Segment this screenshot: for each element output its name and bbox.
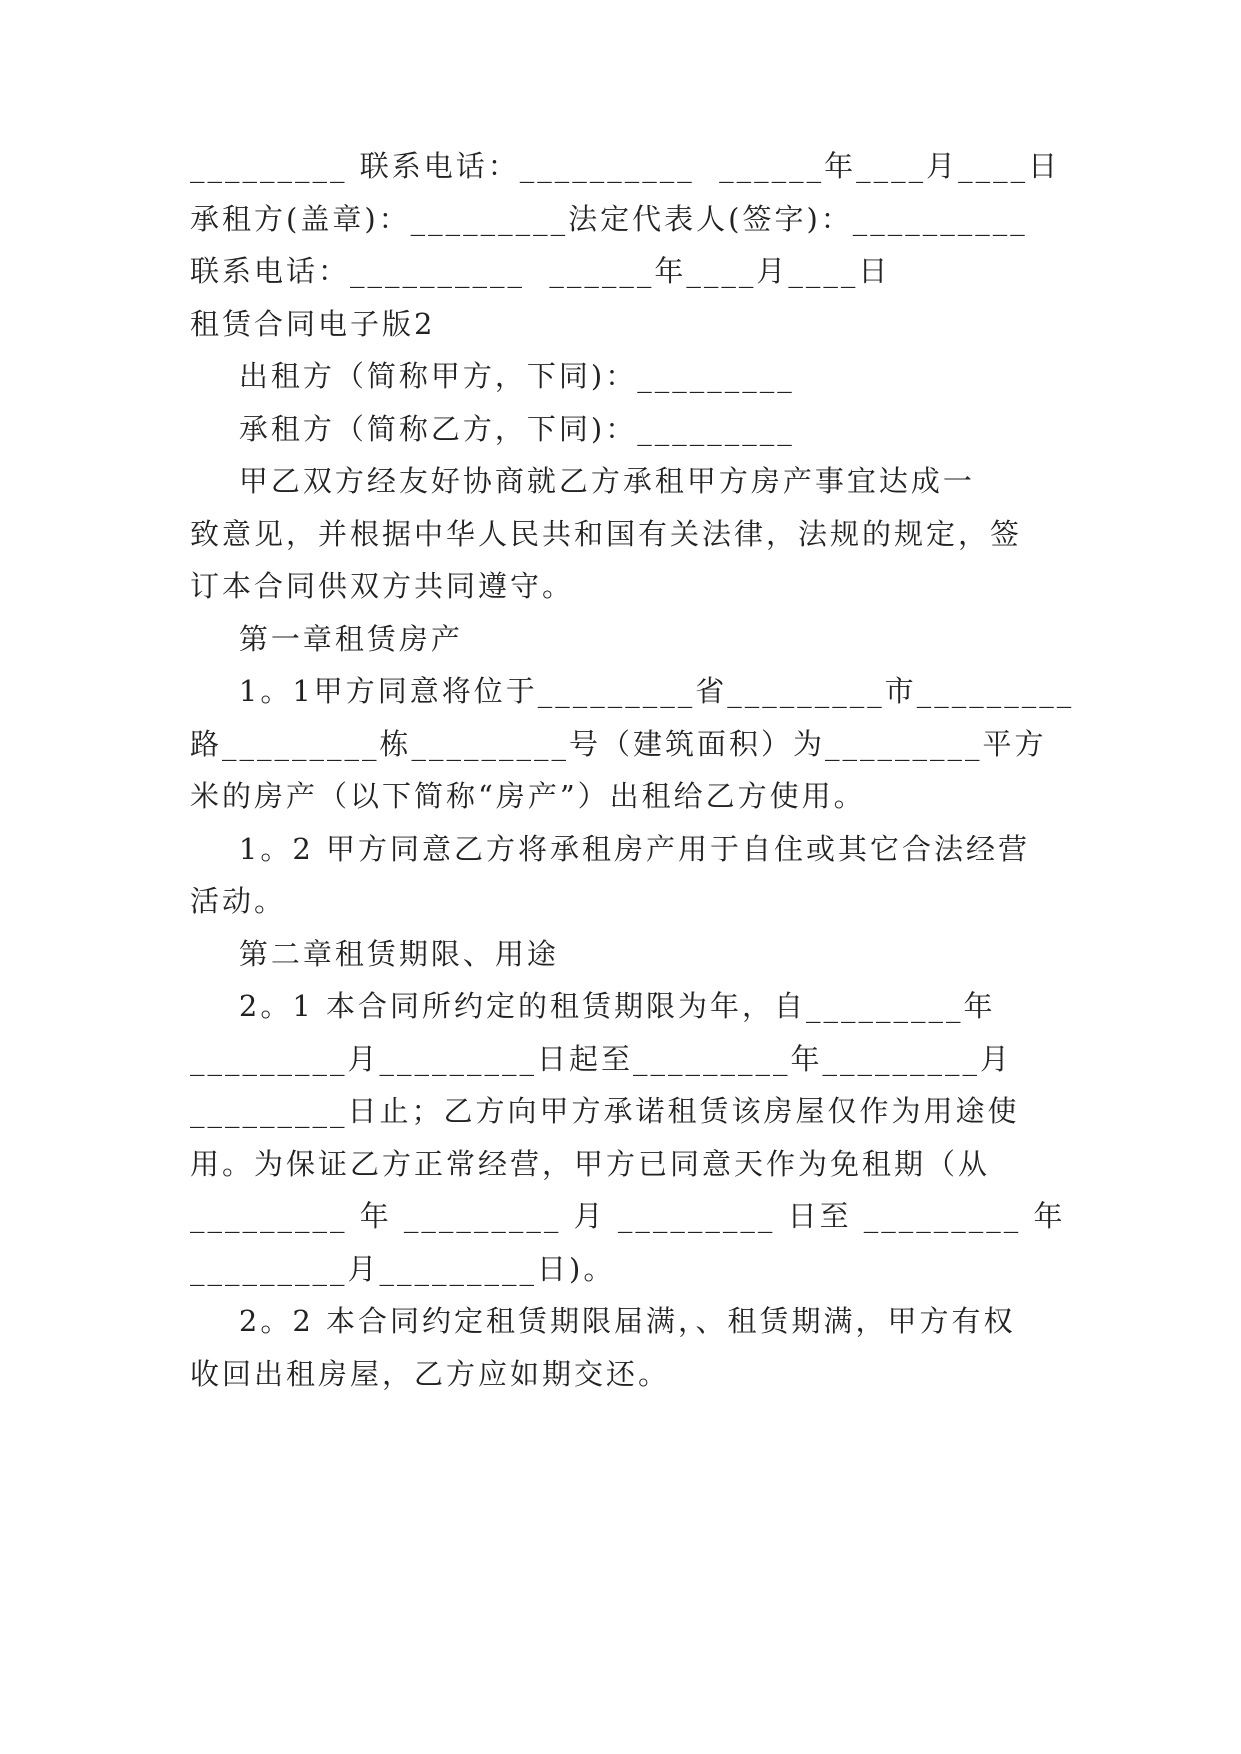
paragraph-line: _________日止；乙方向甲方承诺租赁该房屋仅作为用途使 xyxy=(190,1094,1020,1128)
paragraph-line: 2。2 本合同约定租赁期限届满，、租赁期满，甲方有权 xyxy=(190,1304,1016,1338)
paragraph-line: _________ 年 _________ 月 _________ 日至 _________ 年 xyxy=(190,1199,1066,1233)
chapter-heading: 第一章租赁房产 xyxy=(190,622,463,656)
paragraph-line: 1。2 甲方同意乙方将承租房产用于自住或其它合法经营 xyxy=(190,832,1030,866)
paragraph-line: 甲乙双方经友好协商就乙方承租甲方房产事宜达成一 xyxy=(190,464,975,498)
paragraph-line: 米的房产（以下简称“房产”）出租给乙方使用。 xyxy=(190,779,866,813)
paragraph-line: 1。1甲方同意将位于_________省_________市_________ xyxy=(190,674,1075,708)
chapter-heading: 第二章租赁期限、用途 xyxy=(190,937,559,971)
lessee-party-line: 承租方（简称乙方，下同)：_________ xyxy=(190,412,795,446)
paragraph-line: 路_________栋_________号（建筑面积）为_________平方 xyxy=(190,727,1047,761)
paragraph-line: 活动。 xyxy=(190,884,287,918)
paragraph-line: 2。1 本合同所约定的租赁期限为年，自_________年 xyxy=(190,989,996,1023)
lessee-signature-line: 承租方(盖章)：_________法定代表人(签字)：__________ xyxy=(190,202,1028,236)
paragraph-line: 订本合同供双方共同遵守。 xyxy=(190,569,575,603)
paragraph-line: _________月_________日起至_________年_________月 xyxy=(190,1042,1013,1076)
contact-line-lessor: _________ 联系电话：__________ ______年____月____日 xyxy=(190,149,1061,183)
contact-line-lessee: 联系电话：__________ ______年____月____日 xyxy=(190,254,891,288)
lessor-party-line: 出租方（简称甲方，下同)：_________ xyxy=(190,359,795,393)
paragraph-line: 致意见，并根据中华人民共和国有关法律，法规的规定，签 xyxy=(190,517,1023,551)
document-title: 租赁合同电子版2 xyxy=(190,307,436,341)
paragraph-line: 用。为保证乙方正常经营，甲方已同意天作为免租期（从 xyxy=(190,1147,991,1181)
paragraph-line: 收回出租房屋，乙方应如期交还。 xyxy=(190,1357,671,1391)
paragraph-line: _________月_________日)。 xyxy=(190,1252,616,1286)
